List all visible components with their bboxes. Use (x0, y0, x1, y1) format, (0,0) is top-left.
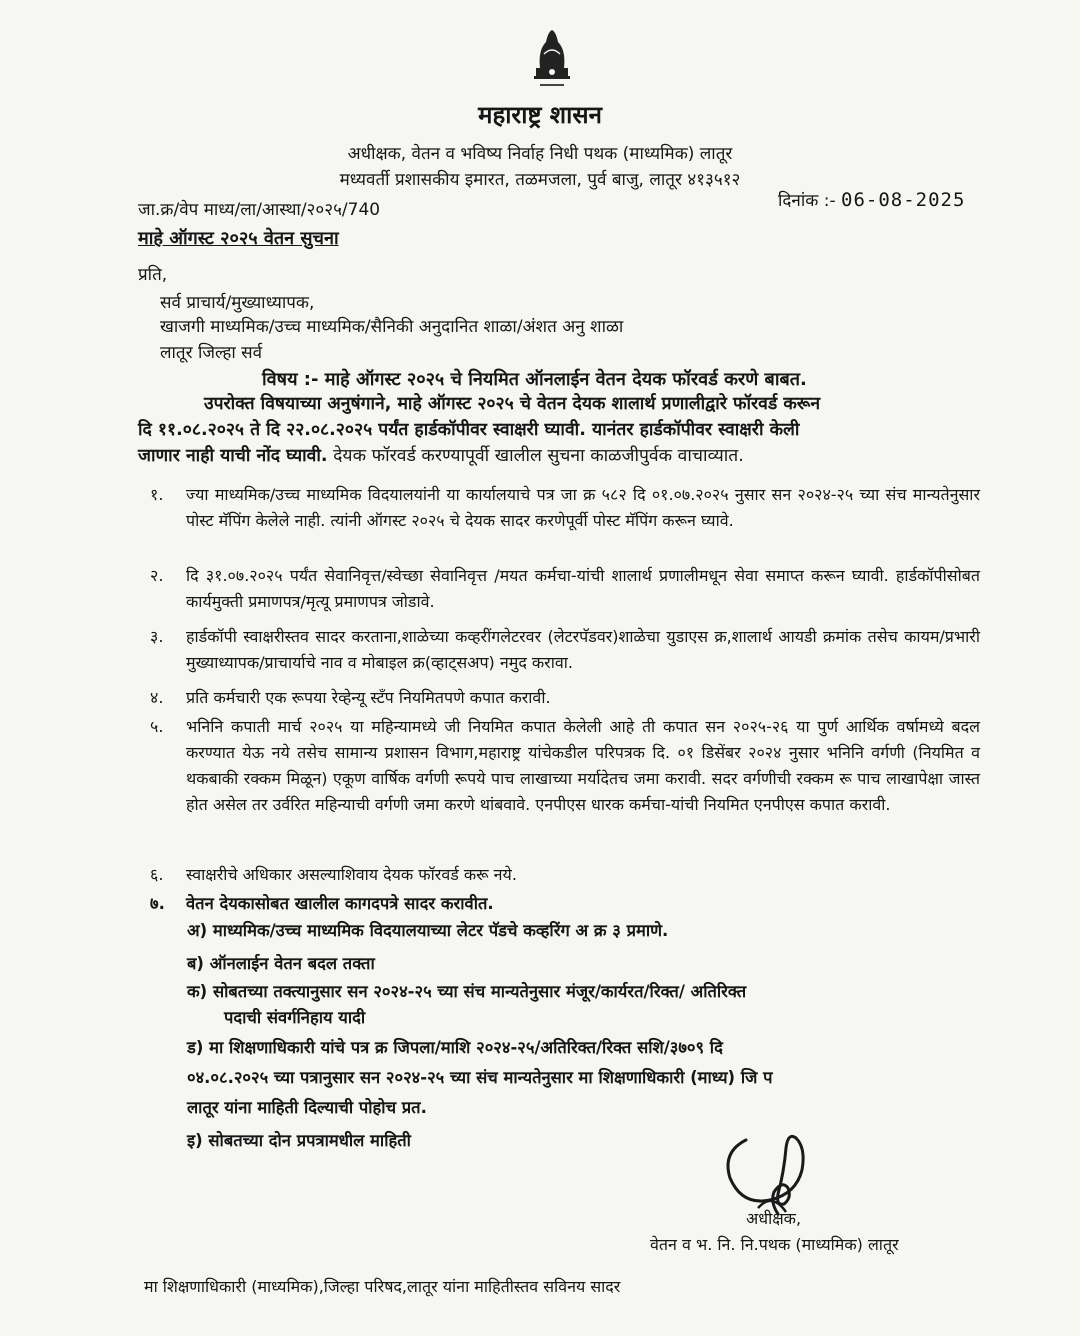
item-number: ५. (150, 717, 164, 736)
item-text: प्रति कर्मचारी एक रूपया रेव्हेन्यू स्टॅंप नियमितपणे कपात करावी. (186, 688, 551, 707)
item-text: दि ३१.०७.२०२५ पर्यंत सेवानिवृत्त/स्वेच्छा सेवानिवृत्त /मयत कर्मचा-यांची शालार्थ प्रणालीमधून सेवा समाप्त करून घ्यावी. हार्डकॉपीसोबत कार्यमुक्ती प्रमाणपत्र/मृत्यू प्रमाणपत्र जोडावे. (186, 566, 980, 611)
office-name: अधीक्षक, वेतन व भविष्य निर्वाह निधी पथक (माध्यमिक) लातूर (347, 144, 733, 164)
national-emblem-icon (526, 24, 578, 94)
signatory-office: वेतन व भ. नि. नि.पथक (माध्यमिक) लातूर (650, 1235, 899, 1254)
signatory-designation: अधीक्षक, (746, 1209, 802, 1228)
item-number: ४. (150, 688, 164, 707)
item-number: ३. (150, 627, 164, 646)
attachment-b: ब) ऑनलाईन वेतन बदल तक्ता (187, 954, 375, 973)
list-item (150, 624, 980, 676)
list-item (150, 563, 980, 615)
date-value: 06-08-2025 (841, 189, 966, 211)
attachment-d-continued-2: लातूर यांना माहिती दिल्याची पोहोच प्रत. (187, 1098, 427, 1117)
recipient-prefix: प्रति, (138, 265, 168, 285)
recipient-line-1: सर्व प्राचार्य/मुख्याध्यापक, (160, 293, 315, 313)
item-number: ७. (150, 894, 165, 913)
item-text: भनिनि कपाती मार्च २०२५ या महिन्यामध्ये जी नियमित कपात केलेली आहे ती कपात सन २०२५-२६ या पुर्ण आर्थिक वर्षामध्ये बदल करण्यात येऊ नये तसेच सामान्य प्रशासन विभाग,महाराष्ट्र यांचेकडील परिपत्रक दि. ०१ डिसेंबर २०२४ नुसार भनिनि वर्गणी (नियमित व थकबाकी रक्कम मिळून) एकूण वार्षिक वर्गणी रूपये पाच लाखाच्या मर्यादेतच जमा करावी. सदर वर्गणीची रक्कम रू पाच लाखापेक्षा जास्त होत असेल तर उर्वरित महिन्याची वर्गणी जमा करणे थांबवावे. एनपीएस धारक कर्मचा-यांची नियमित एनपीएस कपात करावी. (186, 717, 980, 814)
item-number: ६. (150, 865, 164, 884)
recipient-line-3: लातूर जिल्हा सर्व (160, 343, 263, 363)
intro-line-3 (138, 443, 978, 469)
attachment-e: इ) सोबतच्या दोन प्रपत्रामधील माहिती (187, 1131, 411, 1150)
attachment-c: क) सोबतच्या तक्त्यानुसार सन २०२४-२५ च्या संच मान्यतेनुसार मंजूर/कार्यरत/रिक्त/ अतिरिक्त (187, 982, 747, 1001)
copy-to-line: मा शिक्षणाधिकारी (माध्यमिक),जिल्हा परिषद,लातूर यांना माहितीस्तव सविनय सादर (144, 1277, 621, 1296)
list-item (150, 862, 980, 888)
list-item (150, 714, 980, 818)
recipient-line-2: खाजगी माध्यमिक/उच्च माध्यमिक/सैनिकी अनुदानित शाळा/अंशत अनु शाळा (160, 317, 624, 337)
attachment-a: अ) माध्यमिक/उच्च माध्यमिक विदयालयाच्या लेटर पॅडचे कव्हरिंग अ क्र ३ प्रमाणे. (187, 921, 669, 940)
item-text: हार्डकॉपी स्वाक्षरीस्तव सादर करताना,शाळेच्या कव्हरींगलेटरवर (लेटरपॅडवर)शाळेचा युडाएस क्र,शालार्थ आयडी क्रमांक तसेच कायम/प्रभारी मुख्याध्यापक/प्राचार्याचे नाव व मोबाइल क्र(व्हाट्सअप) नमुद करावा. (186, 627, 980, 672)
letter-date (778, 188, 965, 211)
item-text: ज्या माध्यमिक/उच्च माध्यमिक विदयालयांनी या कार्यालयाचे पत्र जा क्र ५८२ दि ०१.०७.२०२५ नुसार सन २०२४-२५ च्या संच मान्यतेनुसार पोस्ट मॅपिंग केलेले नाही. त्यांनी ऑगस्ट २०२५ चे देयक सादर करणेपूर्वी पोस्ट मॅपिंग करून घ्यावे. (186, 485, 980, 530)
office-address: मध्यवर्ती प्रशासकीय इमारत, तळमजला, पुर्व बाजु, लातूर ४१३५१२ (339, 170, 741, 190)
attachment-d-continued: ०४.०८.२०२५ च्या पत्रानुसार सन २०२४-२५ च्या संच मान्यतेनुसार मा शिक्षणाधिकारी (माध्य) जि प (187, 1068, 773, 1087)
intro-line-3-rest: देयक फॉरवर्ड करण्यापूर्वी खालील सुचना काळजीपुर्वक वाचाव्यात. (327, 446, 744, 466)
reference-number: जा.क्र/वेप माध्य/ला/आस्था/२०२५/740 (138, 200, 381, 220)
notice-title: माहे ऑगस्ट २०२५ वेतन सुचना (138, 228, 339, 249)
item-number: १. (150, 485, 164, 504)
intro-paragraph (138, 391, 978, 469)
item-text: वेतन देयकासोबत खालील कागदपत्रे सादर करावीत. (186, 894, 494, 913)
attachment-c-continued: पदाची संवर्गनिहाय यादी (224, 1008, 366, 1027)
list-item (150, 685, 980, 711)
list-item (150, 891, 980, 917)
list-item (150, 482, 980, 534)
government-title: महाराष्ट्र शासन (478, 101, 602, 129)
intro-line-2: दि ११.०८.२०२५ ते दि २२.०८.२०२५ पर्यंत हार्डकॉपीवर स्वाक्षरी घ्यावी. यानंतर हार्डकॉपीवर स्वाक्षरी केली (138, 420, 800, 440)
item-number: २. (150, 566, 164, 585)
subject-line: विषय :- माहे ऑगस्ट २०२५ चे नियमित ऑनलाईन वेतन देयक फॉरवर्ड करणे बाबत. (262, 369, 807, 390)
item-text: स्वाक्षरीचे अधिकार असल्याशिवाय देयक फॉरवर्ड करू नये. (186, 865, 517, 884)
attachment-d: ड) मा शिक्षणाधिकारी यांचे पत्र क्र जिपला/माशि २०२४-२५/अतिरिक्त/रिक्त सशि/३७०९ दि (187, 1038, 723, 1057)
intro-line-1: उपरोक्त विषयाच्या अनुषंगाने, माहे ऑगस्ट २०२५ चे वेतन देयक शालार्थ प्रणालीद्वारे फॉरवर्ड करून (204, 394, 821, 414)
intro-line-3-bold: जाणार नाही याची नोंद घ्यावी. (138, 446, 328, 466)
date-label: दिनांक :- (778, 191, 836, 211)
